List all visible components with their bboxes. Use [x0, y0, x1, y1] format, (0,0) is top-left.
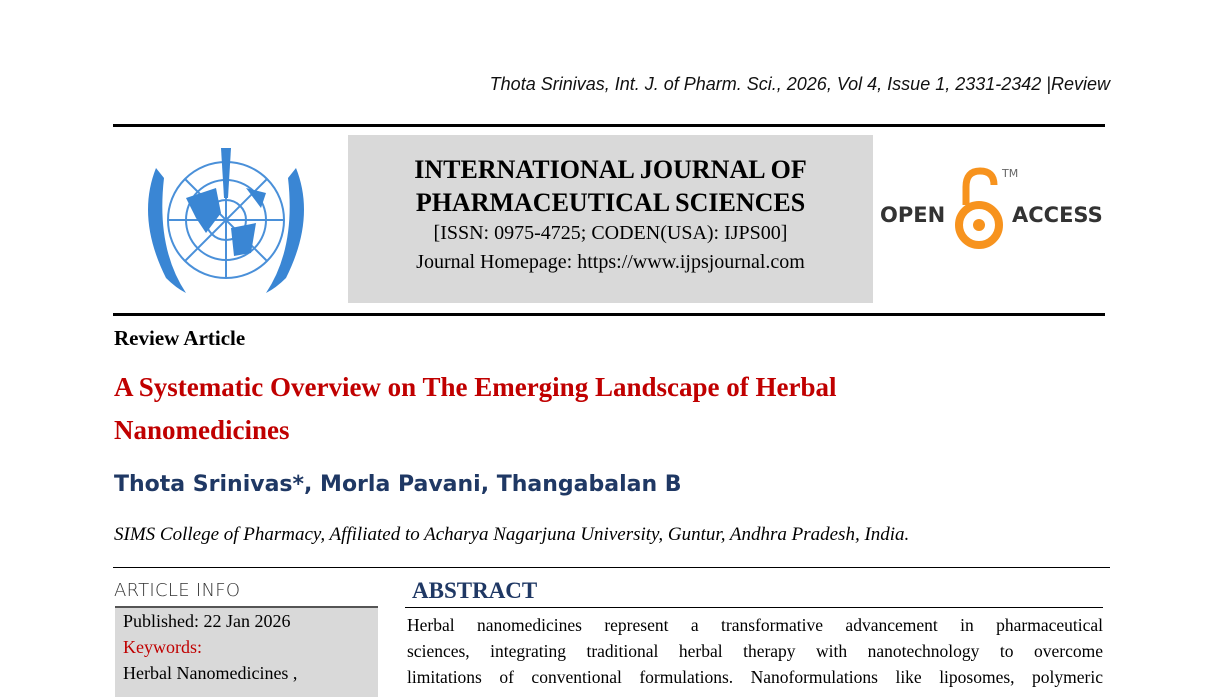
journal-title-line2: PHARMACEUTICAL SCIENCES: [415, 188, 806, 217]
journal-title-line1: INTERNATIONAL JOURNAL OF: [414, 155, 807, 184]
journal-issn: [ISSN: 0975-4725; CODEN(USA): IJPS00]: [433, 222, 788, 244]
abstract-line: sciences, integrating traditional herbal therapy with nanotechnology to overcome: [407, 641, 1103, 661]
abstract-line: Herbal nanomedicines represent a transformative advancement in pharmaceutical: [407, 615, 1103, 635]
article-title: A Systematic Overview on The Emerging Landscape of Herbal Nanomedicines: [114, 372, 837, 445]
section-rule: [113, 567, 1110, 568]
abstract-line: limitations of conventional formulations. Nanoformulations like liposomes, polymeric: [407, 667, 1103, 687]
trademark: TM: [1002, 167, 1019, 180]
abstract-text: [407, 612, 1103, 690]
citation-header: Thota Srinivas, Int. J. of Pharm. Sci., 2026, Vol 4, Issue 1, 2331-2342 |Review: [489, 74, 1110, 94]
keywords-label: Keywords:: [123, 637, 202, 657]
open-lock-icon: [954, 165, 1004, 253]
open-label: OPEN: [880, 203, 946, 227]
published-date: Published: 22 Jan 2026: [123, 611, 291, 631]
affiliation: SIMS College of Pharmacy, Affiliated to Acharya Nagarjuna University, Guntur, Andhra Pradesh, India.: [114, 524, 910, 545]
article-info-box: [115, 606, 378, 697]
top-rule: [113, 124, 1105, 127]
access-label: ACCESS: [1012, 203, 1103, 227]
open-access-logo: [880, 165, 1108, 255]
keyword: Herbal Nanomedicines ,: [123, 663, 298, 683]
journal-homepage: Journal Homepage: https://www.ijpsjournal.com: [416, 251, 805, 273]
header-bottom-rule: [113, 313, 1105, 316]
abstract-rule: [405, 607, 1103, 608]
article-info-heading: ARTICLE INFO: [114, 580, 241, 601]
journal-emblem-logo: [126, 138, 326, 308]
journal-title-box: [348, 135, 873, 303]
authors: Thota Srinivas*, Morla Pavani, Thangabalan B: [114, 472, 682, 497]
abstract-heading: ABSTRACT: [412, 578, 538, 603]
article-type: Review Article: [114, 326, 246, 350]
